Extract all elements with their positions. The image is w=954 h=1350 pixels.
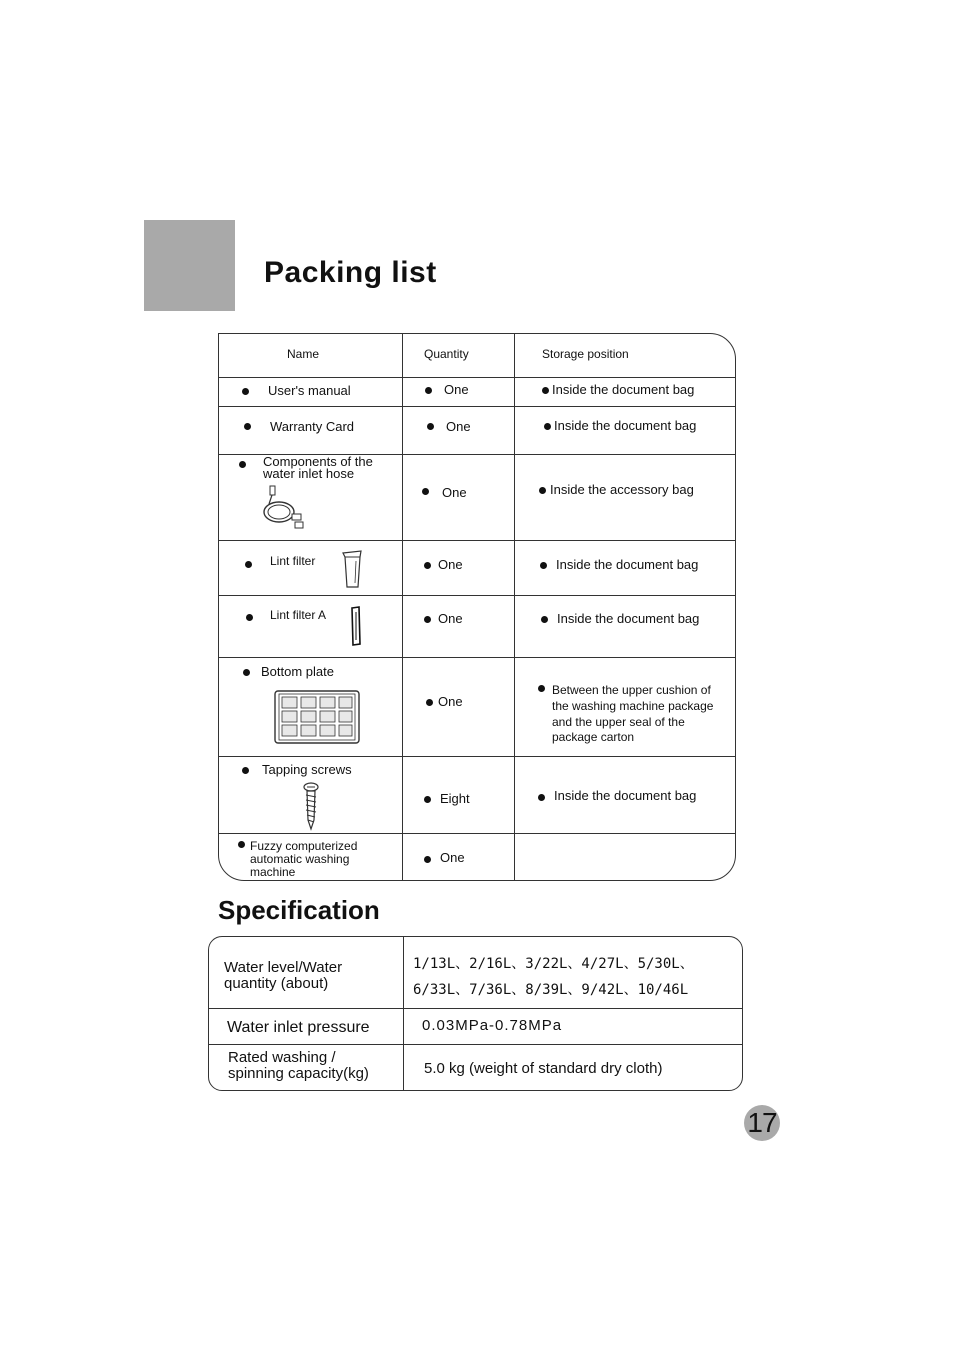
row-divider — [219, 833, 735, 834]
spec-value: 0.03MPa-0.78MPa — [422, 1017, 563, 1034]
bullet-icon — [425, 387, 432, 394]
item-quantity: One — [438, 557, 463, 572]
item-storage-line: Between the upper cushion of — [552, 683, 711, 697]
bullet-icon — [538, 794, 545, 801]
item-quantity: One — [438, 694, 463, 709]
item-storage: Inside the document bag — [554, 418, 697, 433]
bullet-icon — [426, 699, 433, 706]
item-storage: Inside the document bag — [552, 382, 695, 397]
item-name: Tapping screws — [262, 762, 352, 777]
bullet-icon — [539, 487, 546, 494]
item-storage-line: package carton — [552, 730, 635, 744]
bullet-icon — [427, 423, 434, 430]
spec-label-line: quantity (about) — [224, 975, 329, 992]
bullet-icon — [424, 616, 431, 623]
item-name: Bottom plate — [261, 664, 334, 679]
bullet-icon — [542, 387, 549, 394]
item-name: Lint filter — [270, 554, 316, 568]
bullet-icon — [245, 561, 252, 568]
item-quantity: One — [440, 850, 465, 865]
section-title: Specification — [218, 895, 380, 925]
item-storage: Inside the document bag — [556, 557, 699, 572]
col-divider — [403, 937, 404, 1090]
bullet-icon — [422, 488, 429, 495]
item-quantity: One — [446, 419, 471, 434]
item-quantity: One — [444, 382, 469, 397]
bullet-icon — [544, 423, 551, 430]
lint-filter-icon — [341, 549, 363, 589]
item-name-line: Components of the — [263, 454, 373, 469]
item-quantity: Eight — [440, 791, 470, 806]
spec-label-line: Water level/Water — [224, 959, 343, 976]
spec-label-line: spinning capacity(kg) — [228, 1065, 369, 1082]
bullet-icon — [538, 685, 545, 692]
row-divider — [219, 406, 735, 407]
bullet-icon — [242, 767, 249, 774]
bullet-icon — [243, 669, 250, 676]
page-number: 17 — [744, 1105, 780, 1141]
specification-table — [208, 936, 743, 1091]
item-storage-line: and the upper seal of the — [552, 715, 685, 729]
bullet-icon — [424, 856, 431, 863]
spec-value-line: 6/33L、7/36L、8/39L、9/42L、10/46L — [413, 982, 689, 998]
item-name-line: water inlet hose — [263, 466, 355, 481]
row-divider — [209, 1044, 742, 1045]
item-name: Warranty Card — [270, 419, 355, 434]
bullet-icon — [239, 461, 246, 468]
item-storage: Inside the document bag — [554, 788, 697, 803]
spec-value-line: 1/13L、2/16L、3/22L、4/27L、5/30L、 — [413, 956, 694, 972]
packing-table — [218, 333, 736, 881]
page-title: Packing list — [264, 256, 437, 289]
row-divider — [219, 377, 735, 378]
row-divider — [219, 540, 735, 541]
spec-label-line: Rated washing / — [228, 1049, 336, 1066]
item-storage: Inside the document bag — [557, 611, 700, 626]
spec-value: 5.0 kg (weight of standard dry cloth) — [424, 1060, 663, 1077]
item-quantity: One — [442, 485, 467, 500]
bullet-icon — [246, 614, 253, 621]
item-storage-line: the washing machine package — [552, 699, 714, 713]
bullet-icon — [541, 616, 548, 623]
row-divider — [219, 756, 735, 757]
row-divider — [209, 1008, 742, 1009]
item-storage: Inside the accessory bag — [550, 482, 694, 497]
bullet-icon — [242, 388, 249, 395]
bullet-icon — [424, 796, 431, 803]
item-name-line: Fuzzy computerized — [250, 839, 358, 853]
bullet-icon — [238, 841, 245, 848]
col-divider — [514, 334, 515, 880]
row-divider — [219, 595, 735, 596]
screw-icon — [303, 782, 319, 830]
item-quantity: One — [438, 611, 463, 626]
item-name-line: automatic washing — [250, 852, 350, 866]
item-name-line: machine — [250, 865, 296, 879]
section-marker — [144, 220, 235, 311]
bottom-plate-icon — [274, 689, 360, 745]
column-header-name: Name — [287, 347, 320, 361]
bullet-icon — [540, 562, 547, 569]
lint-filter-a-icon — [350, 606, 362, 646]
spec-label: Water inlet pressure — [227, 1019, 370, 1036]
column-header-quantity: Quantity — [424, 347, 469, 361]
bullet-icon — [244, 423, 251, 430]
hose-icon — [259, 484, 307, 532]
item-name: User's manual — [268, 383, 351, 398]
col-divider — [402, 334, 403, 880]
row-divider — [219, 657, 735, 658]
bullet-icon — [424, 562, 431, 569]
column-header-storage: Storage position — [542, 347, 629, 361]
item-name: Lint filter A — [270, 608, 327, 622]
